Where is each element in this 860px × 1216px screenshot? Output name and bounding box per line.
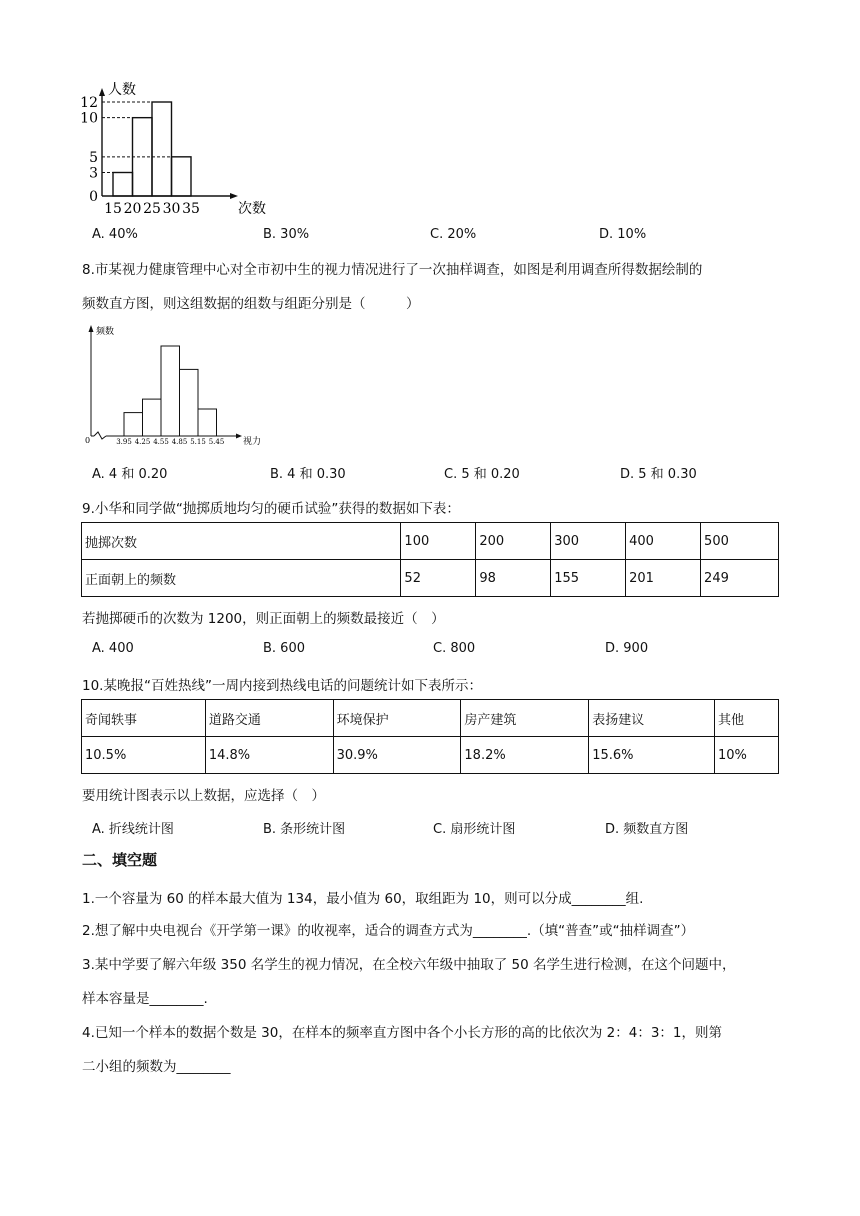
table-cell: 400 xyxy=(626,523,701,560)
table-row xyxy=(82,560,779,597)
table-cell: 100 xyxy=(401,523,476,560)
table-cell: 155 xyxy=(551,560,626,597)
x-tick-label: 4.85 xyxy=(171,438,188,446)
fill-question-3-line2: 样本容量是________. xyxy=(82,991,208,1007)
q9-option-a[interactable]: A. 400 xyxy=(92,641,134,656)
table-cell: 正面朝上的频数 xyxy=(82,560,401,597)
table-cell: 抛掷次数 xyxy=(82,523,401,560)
q10-question: 要用统计图表示以上数据，应选择（ ） xyxy=(82,788,325,804)
q10-option-c[interactable]: C. 扇形统计图 xyxy=(433,822,516,837)
histogram-bar xyxy=(143,399,162,436)
q9-table xyxy=(81,522,779,597)
histogram-bar xyxy=(198,409,217,436)
q9-option-d[interactable]: D. 900 xyxy=(605,641,649,656)
histogram-bar xyxy=(180,369,199,436)
q9-option-b[interactable]: B. 600 xyxy=(263,641,305,656)
table-cell: 表扬建议 xyxy=(589,700,715,737)
q7-histogram xyxy=(80,80,270,220)
fill-question-2: 2.想了解中央电视台《开学第一课》的收视率，适合的调查方式为________.（填“普查”或“抽样调查”） xyxy=(82,923,695,939)
x-tick-label: 5.15 xyxy=(190,438,206,446)
histogram-bar xyxy=(152,102,172,196)
table-cell: 200 xyxy=(476,523,551,560)
table-cell: 52 xyxy=(401,560,476,597)
y-tick-label: 5 xyxy=(89,149,98,166)
fill-question-4-line1: 4.已知一个样本的数据个数是 30，在样本的频率直方图中各个小长方形的高的比依次为 2：4：3：1，则第 xyxy=(82,1025,722,1041)
q10-option-a[interactable]: A. 折线统计图 xyxy=(92,822,174,837)
table-row xyxy=(82,737,779,774)
table-cell: 14.8% xyxy=(205,737,333,774)
histogram-bar xyxy=(113,173,133,197)
q8-option-b[interactable]: B. 4 和 0.30 xyxy=(270,467,346,482)
table-cell: 其他 xyxy=(715,700,779,737)
table-row xyxy=(82,523,779,560)
x-tick-label: 15 xyxy=(104,201,122,217)
table-cell: 奇闻轶事 xyxy=(82,700,206,737)
q7-option-d[interactable]: D. 10% xyxy=(599,227,647,242)
x-axis-arrow xyxy=(230,193,238,199)
y-tick-label: 12 xyxy=(80,95,98,111)
q7-option-b[interactable]: B. 30% xyxy=(263,227,310,242)
q8-text-line2: 频数直方图，则这组数据的组数与组距分别是（ ） xyxy=(82,296,420,312)
q10-option-d[interactable]: D. 频数直方图 xyxy=(605,822,689,837)
q7-option-a[interactable]: A. 40% xyxy=(92,227,138,242)
table-cell: 10% xyxy=(715,737,779,774)
q8-option-d[interactable]: D. 5 和 0.30 xyxy=(620,467,697,482)
table-cell: 30.9% xyxy=(333,737,461,774)
table-cell: 300 xyxy=(551,523,626,560)
table-cell: 500 xyxy=(701,523,779,560)
table-cell: 道路交通 xyxy=(205,700,333,737)
fill-question-4-line2: 二小组的频数为________ xyxy=(82,1059,231,1075)
table-cell: 98 xyxy=(476,560,551,597)
q8-text-line1: 8.市某视力健康管理中心对全市初中生的视力情况进行了一次抽样调查，如图是利用调查所得数据绘制的 xyxy=(82,262,703,278)
table-cell: 249 xyxy=(701,560,779,597)
table-cell: 15.6% xyxy=(589,737,715,774)
axis-break xyxy=(94,432,106,439)
table-row xyxy=(82,700,779,737)
q10-text: 10.某晚报“百姓热线”一周内接到热线电话的问题统计如下表所示： xyxy=(82,678,482,694)
table-cell: 环境保护 xyxy=(333,700,461,737)
fill-question-1: 1.一个容量为 60 的样本最大值为 134，最小值为 60，取组距为 10，则可以分成________组. xyxy=(82,891,644,907)
x-tick-label: 25 xyxy=(143,201,161,217)
y-axis-arrow xyxy=(99,88,105,96)
histogram-bar xyxy=(124,413,143,436)
y-axis-arrow xyxy=(89,325,94,332)
y-axis-label: 人数 xyxy=(108,82,136,98)
x-tick-label: 3.95 xyxy=(116,438,132,446)
section-title: 二、填空题 xyxy=(82,851,158,869)
q8-option-a[interactable]: A. 4 和 0.20 xyxy=(92,467,168,482)
histogram-bar xyxy=(161,346,180,436)
x-tick-label: 20 xyxy=(123,201,142,217)
x-tick-label: 30 xyxy=(162,201,181,217)
histogram-bar xyxy=(172,157,192,196)
y-tick-label: 0 xyxy=(89,189,98,205)
x-axis-arrow xyxy=(236,434,242,439)
origin-label: 0 xyxy=(85,436,91,445)
x-axis-label: 次数 xyxy=(238,201,266,217)
x-tick-label: 4.55 xyxy=(153,438,169,446)
y-tick-label: 3 xyxy=(89,165,98,182)
table-cell: 18.2% xyxy=(461,737,589,774)
x-tick-label: 35 xyxy=(182,201,200,217)
x-tick-label: 5.45 xyxy=(208,438,225,446)
q7-option-c[interactable]: C. 20% xyxy=(430,227,477,242)
y-axis-label: 频数 xyxy=(96,327,115,337)
table-cell: 201 xyxy=(626,560,701,597)
q10-table xyxy=(81,699,779,774)
q8-histogram xyxy=(80,320,270,450)
q10-option-b[interactable]: B. 条形统计图 xyxy=(263,822,346,837)
q9-option-c[interactable]: C. 800 xyxy=(433,641,476,656)
y-tick-label: 10 xyxy=(80,110,98,127)
q9-text: 9.小华和同学做“抛掷质地均匀的硬币试验”获得的数据如下表： xyxy=(82,501,460,517)
table-cell: 10.5% xyxy=(82,737,206,774)
table-cell: 房产建筑 xyxy=(461,700,589,737)
fill-question-3-line1: 3.某中学要了解六年级 350 名学生的视力情况，在全校六年级中抽取了 50 名学生进行检测，在这个问题中， xyxy=(82,957,736,973)
x-tick-label: 4.25 xyxy=(134,438,151,446)
q9-question: 若抛掷硬币的次数为 1200，则正面朝上的频数最接近（ ） xyxy=(82,611,445,627)
q8-option-c[interactable]: C. 5 和 0.20 xyxy=(444,467,520,482)
x-axis-label: 视力 xyxy=(243,437,262,447)
